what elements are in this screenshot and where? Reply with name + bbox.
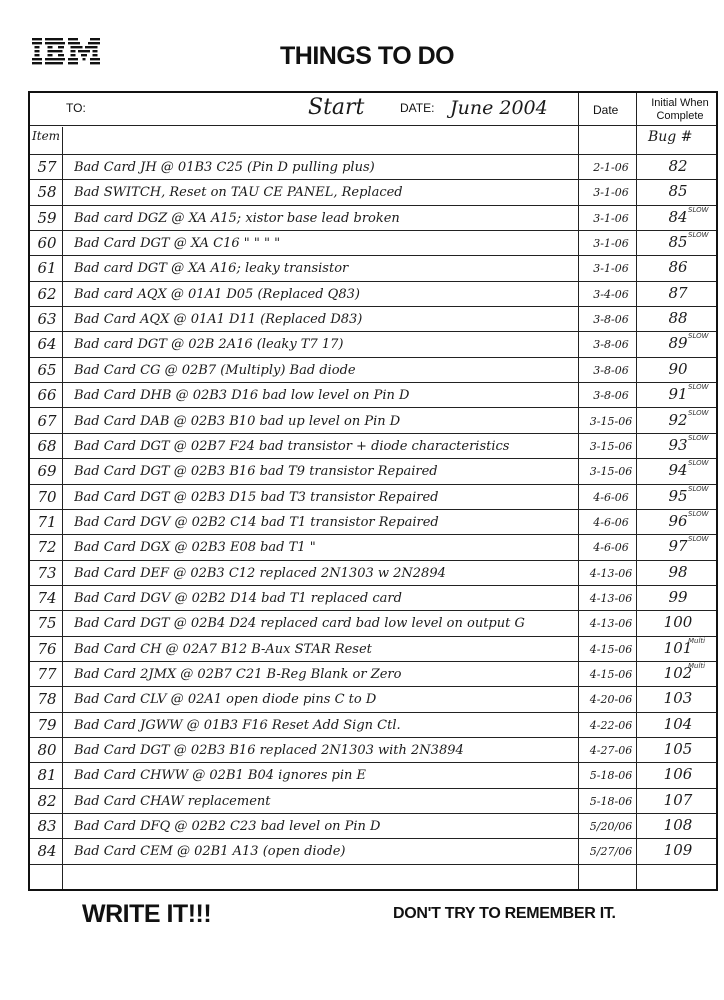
item-date: 4-20-06 bbox=[589, 693, 633, 707]
item-number: 60 bbox=[37, 234, 57, 253]
bug-number: 109 bbox=[663, 841, 693, 860]
header-rule bbox=[30, 125, 716, 126]
initial-column-header: Initial When Complete bbox=[651, 97, 709, 122]
item-date: 4-6-06 bbox=[593, 490, 629, 504]
table-row bbox=[30, 358, 716, 383]
item-number: 79 bbox=[37, 715, 57, 734]
item-date: 4-27-06 bbox=[589, 744, 633, 758]
item-date: 3-8-06 bbox=[593, 338, 629, 352]
bug-number: 104 bbox=[663, 714, 693, 733]
item-number: 64 bbox=[37, 335, 57, 354]
item-description: Bad Card JGWW @ 01B3 F16 Reset Add Sign Ctl. bbox=[74, 717, 401, 733]
bug-number: 102 bbox=[663, 664, 693, 682]
item-description: Bad Card DGT @ XA C16 " " " " bbox=[74, 236, 281, 252]
item-date: 3-15-06 bbox=[589, 465, 633, 479]
item-number: 74 bbox=[37, 588, 57, 607]
item-date: 3-1-06 bbox=[593, 262, 629, 276]
todo-form bbox=[28, 91, 718, 891]
bug-number: 101 bbox=[663, 638, 693, 657]
bug-number: 97 bbox=[668, 537, 688, 556]
date-label: DATE: bbox=[400, 101, 435, 115]
table-row bbox=[30, 611, 716, 636]
page-title: THINGS TO DO bbox=[280, 42, 455, 70]
to-label: TO: bbox=[66, 101, 86, 115]
item-description: Bad Card DGT @ 02B7 F24 bad transistor + diode characteristics bbox=[74, 438, 510, 454]
item-date: 4-15-06 bbox=[589, 668, 633, 681]
item-date: 3-15-06 bbox=[589, 439, 633, 453]
bug-number: 93 bbox=[668, 435, 688, 454]
table-row bbox=[30, 434, 716, 459]
item-number: 70 bbox=[37, 487, 57, 506]
item-description: Bad Card DFQ @ 02B2 C23 bad level on Pin D bbox=[74, 819, 381, 835]
item-date: 4-13-06 bbox=[589, 566, 633, 580]
item-number: 68 bbox=[37, 436, 57, 455]
bug-number: 84 bbox=[668, 207, 688, 226]
item-description: Bad Card CHAW replacement bbox=[74, 793, 271, 809]
item-description: Bad Card DGT @ 02B4 D24 replaced card bad low level on output G bbox=[74, 616, 525, 632]
bug-number: 92 bbox=[668, 410, 688, 429]
bug-column-header: Bug # bbox=[648, 129, 693, 145]
item-description: Bad Card 2JMX @ 02B7 C21 B-Reg Blank or Zero bbox=[74, 667, 402, 682]
item-date: 4-15-06 bbox=[589, 642, 633, 656]
table-row bbox=[30, 763, 716, 788]
table-row bbox=[30, 713, 716, 738]
bug-number: 106 bbox=[663, 765, 693, 784]
item-description: Bad Card AQX @ 01A1 D11 (Replaced D83) bbox=[74, 312, 363, 328]
item-description: Bad Card DGX @ 02B3 E08 bad T1 " bbox=[74, 540, 316, 556]
item-number: 73 bbox=[37, 563, 57, 582]
item-description: Bad Card DAB @ 02B3 B10 bad up level on Pin D bbox=[74, 413, 401, 429]
status-note: SLOW bbox=[688, 231, 709, 240]
item-number: 71 bbox=[37, 512, 57, 531]
status-note: SLOW bbox=[688, 509, 709, 518]
bug-number: 103 bbox=[663, 689, 693, 708]
item-date: 3-8-06 bbox=[593, 389, 629, 403]
item-number: 72 bbox=[37, 538, 57, 557]
item-date: 4-6-06 bbox=[593, 541, 629, 555]
item-number: 59 bbox=[37, 208, 57, 227]
item-number: 58 bbox=[37, 183, 57, 202]
table-row bbox=[30, 789, 716, 814]
item-number: 67 bbox=[37, 411, 57, 430]
bug-number: 100 bbox=[663, 613, 693, 632]
item-description: Bad Card CEM @ 02B1 A13 (open diode) bbox=[74, 844, 346, 860]
bug-number: 89 bbox=[668, 334, 688, 353]
bug-number: 107 bbox=[663, 790, 693, 809]
table-row bbox=[30, 180, 716, 205]
item-date: 3-1-06 bbox=[593, 237, 629, 251]
table-row bbox=[30, 256, 716, 281]
table-row bbox=[30, 814, 716, 839]
write-it-slogan: WRITE IT!!! bbox=[82, 900, 212, 928]
item-date: 4-22-06 bbox=[589, 718, 633, 732]
to-value: Start bbox=[308, 95, 365, 120]
item-description: Bad card AQX @ 01A1 D05 (Replaced Q83) bbox=[74, 286, 360, 302]
bug-number: 85 bbox=[668, 233, 688, 252]
date-value: June 2004 bbox=[450, 97, 548, 119]
item-description: Bad Card DHB @ 02B3 D16 bad low level on Pin D bbox=[74, 388, 410, 404]
status-note: SLOW bbox=[688, 459, 709, 468]
item-date: 5/27/06 bbox=[589, 845, 633, 859]
bug-number: 91 bbox=[668, 385, 688, 404]
item-description: Bad Card CLV @ 02A1 open diode pins C to D bbox=[74, 692, 377, 708]
table-row bbox=[30, 586, 716, 611]
date-column-header: Date bbox=[593, 103, 619, 117]
item-number: 82 bbox=[37, 791, 57, 810]
status-note: SLOW bbox=[688, 205, 709, 214]
item-date: 3-8-06 bbox=[593, 313, 629, 327]
table-row bbox=[30, 307, 716, 332]
table-row bbox=[30, 409, 716, 434]
status-note: SLOW bbox=[688, 332, 709, 341]
item-description: Bad card DGT @ XA A16; leaky transistor bbox=[74, 261, 349, 277]
item-number: 66 bbox=[37, 386, 57, 405]
item-date: 3-15-06 bbox=[589, 414, 633, 428]
item-date: 3-1-06 bbox=[593, 211, 629, 225]
item-number: 76 bbox=[37, 639, 57, 658]
table-row bbox=[30, 282, 716, 307]
item-description: Bad Card DEF @ 02B3 C12 replaced 2N1303 w 2N2894 bbox=[74, 565, 446, 581]
item-number: 63 bbox=[37, 310, 57, 329]
ibm-logo bbox=[32, 36, 102, 66]
item-description: Bad Card DGV @ 02B2 D14 bad T1 replaced card bbox=[74, 590, 402, 606]
table-row bbox=[30, 510, 716, 535]
dont-remember-slogan: DON'T TRY TO REMEMBER IT. bbox=[393, 905, 616, 922]
table-row bbox=[30, 561, 716, 586]
item-description: Bad SWITCH, Reset on TAU CE PANEL, Replaced bbox=[74, 185, 403, 201]
status-note: SLOW bbox=[688, 383, 709, 392]
table-row bbox=[30, 535, 716, 560]
bug-number: 108 bbox=[663, 816, 693, 835]
table-row bbox=[30, 637, 716, 662]
table-row bbox=[30, 738, 716, 763]
bug-number: 96 bbox=[668, 511, 688, 530]
item-description: Bad card DGT @ 02B 2A16 (leaky T7 17) bbox=[74, 337, 344, 353]
item-description: Bad Card CG @ 02B7 (Multiply) Bad diode bbox=[74, 362, 356, 378]
item-description: Bad Card DGT @ 02B3 B16 replaced 2N1303 with 2N3894 bbox=[74, 743, 464, 759]
item-number: 61 bbox=[37, 259, 57, 278]
bug-number: 95 bbox=[668, 486, 688, 505]
bug-number: 82 bbox=[668, 157, 688, 175]
item-date: 4-13-06 bbox=[589, 591, 633, 605]
status-note: Multi bbox=[688, 662, 706, 670]
item-number: 57 bbox=[37, 158, 57, 176]
item-description: Bad Card CH @ 02A7 B12 B-Aux STAR Reset bbox=[74, 641, 372, 657]
status-note: SLOW bbox=[688, 433, 709, 442]
item-number: 80 bbox=[37, 741, 57, 760]
table-row bbox=[30, 206, 716, 231]
item-description: Bad Card JH @ 01B3 C25 (Pin D pulling plus) bbox=[74, 160, 375, 175]
table-row bbox=[30, 459, 716, 484]
status-note: SLOW bbox=[688, 484, 709, 493]
item-date: 3-1-06 bbox=[593, 186, 629, 200]
item-date: 5-18-06 bbox=[589, 794, 633, 808]
table-row bbox=[30, 155, 716, 180]
status-note: Multi bbox=[688, 636, 706, 645]
item-number: 77 bbox=[37, 665, 57, 683]
item-date: 4-6-06 bbox=[593, 515, 629, 529]
table-row bbox=[30, 485, 716, 510]
bug-number: 85 bbox=[668, 182, 688, 201]
bug-number: 87 bbox=[668, 283, 688, 302]
item-number: 69 bbox=[37, 462, 57, 481]
bug-number: 86 bbox=[668, 258, 688, 277]
item-date: 4-13-06 bbox=[589, 617, 633, 631]
status-note: SLOW bbox=[688, 535, 709, 544]
bug-number: 98 bbox=[668, 562, 688, 581]
item-number: 75 bbox=[37, 614, 57, 633]
item-number: 83 bbox=[37, 817, 57, 836]
bug-number: 99 bbox=[668, 587, 688, 606]
item-description: Bad Card DGT @ 02B3 D15 bad T3 transistor Repaired bbox=[74, 489, 439, 505]
item-number: 65 bbox=[37, 360, 57, 379]
item-date: 3-4-06 bbox=[593, 287, 629, 301]
table-row bbox=[30, 383, 716, 408]
item-column-header: Item bbox=[32, 129, 61, 143]
row-rule bbox=[30, 864, 716, 865]
item-description: Bad Card CHWW @ 02B1 B04 ignores pin E bbox=[74, 768, 366, 784]
item-description: Bad Card DGV @ 02B2 C14 bad T1 transistor Repaired bbox=[74, 514, 439, 530]
table-row bbox=[30, 332, 716, 357]
item-number: 78 bbox=[37, 690, 57, 709]
table-row bbox=[30, 231, 716, 256]
item-date: 3-8-06 bbox=[593, 363, 629, 377]
item-date: 2-1-06 bbox=[593, 161, 629, 174]
item-date: 5-18-06 bbox=[589, 769, 633, 783]
item-number: 84 bbox=[37, 842, 57, 861]
table-row bbox=[30, 662, 716, 687]
bug-number: 105 bbox=[663, 740, 693, 759]
item-description: Bad Card DGT @ 02B3 B16 bad T9 transistor Repaired bbox=[74, 464, 438, 480]
status-note: SLOW bbox=[688, 408, 709, 417]
item-date: 5/20/06 bbox=[589, 820, 633, 834]
item-description: Bad card DGZ @ XA A15; xistor base lead broken bbox=[74, 210, 400, 226]
bug-number: 88 bbox=[668, 309, 688, 328]
item-number: 81 bbox=[37, 766, 57, 785]
table-row bbox=[30, 687, 716, 712]
bug-number: 94 bbox=[668, 461, 688, 480]
table-row bbox=[30, 839, 716, 864]
item-number: 62 bbox=[37, 284, 57, 303]
bug-number: 90 bbox=[668, 359, 688, 378]
